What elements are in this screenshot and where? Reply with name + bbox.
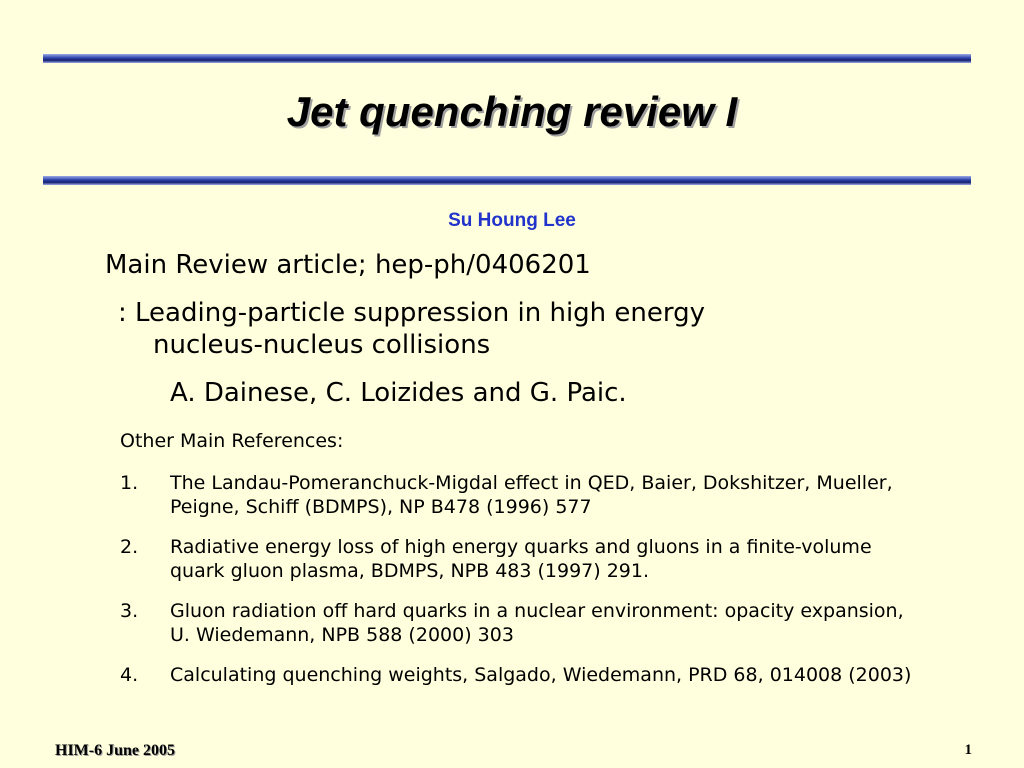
reference-text: The Landau-Pomeranchuck-Migdal effect in QED, Baier, Dokshitzer, Mueller, Peigne, Schiff (BDMPS), NP B478 (1996) 577 [170, 472, 893, 518]
reference-item [120, 599, 920, 647]
reference-text: Calculating quenching weights, Salgado, Wiedemann, PRD 68, 014008 (2003) [170, 664, 912, 686]
main-review-line: Main Review article; hep-ph/0406201 [105, 250, 591, 280]
slide-title: Jet quenching review I [286, 88, 738, 135]
reference-text: Radiative energy loss of high energy quarks and gluons in a finite-volume quark gluon plasma, BDMPS, NPB 483 (1997) 291. [170, 536, 872, 582]
reference-text: Gluon radiation off hard quarks in a nuclear environment: opacity expansion, U. Wiedemann, NPB 588 (2000) 303 [170, 600, 904, 646]
reference-number: 2. [120, 536, 139, 558]
article-title-line1: : Leading-particle suppression in high energy [118, 298, 706, 328]
reference-item [120, 663, 920, 687]
title-underline-rule [43, 176, 971, 185]
reference-number: 4. [120, 664, 139, 686]
article-authors: A. Dainese, C. Loizides and G. Paic. [170, 378, 627, 408]
author-name: Su Houng Lee [448, 210, 576, 231]
reference-item [120, 471, 920, 519]
footer-date: HIM-6 June 2005 [55, 742, 175, 759]
reference-number: 1. [120, 472, 139, 494]
reference-item [120, 535, 920, 583]
other-references-heading: Other Main References: [120, 430, 344, 452]
top-rule [43, 54, 971, 63]
reference-number: 3. [120, 600, 139, 622]
article-title-line2: nucleus-nucleus collisions [153, 330, 491, 360]
page-number: 1 [964, 742, 972, 758]
